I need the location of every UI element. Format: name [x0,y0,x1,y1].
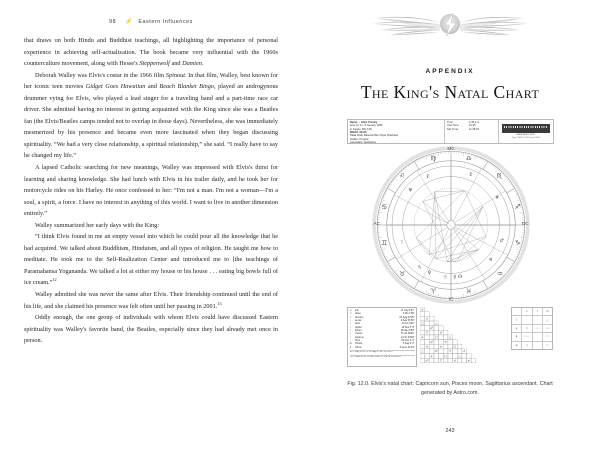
element-table-cell: ○ ○ [545,335,550,339]
astrodienst-logo-icon [502,124,550,133]
aspect-symbol: ⚹ [440,344,442,349]
planet-n: Chiron [354,345,362,349]
page-title: The King's Natal Chart [360,82,540,102]
planet-n: Mars [354,322,360,326]
footnote-ref: 12 [52,277,57,283]
chart-sidtime-label: Sid. Time: [447,127,459,131]
planet-p: 13 Lib 4'01" [401,322,415,326]
planet-g: ☉ [349,309,352,312]
planet-n: Neptune [354,335,364,339]
planet-g: ⚷ [349,345,352,349]
text-run: and [169,60,183,68]
body-paragraph [24,312,278,347]
zodiac-glyph: ♊ [380,238,387,247]
element-table-cell: □ [522,325,532,332]
zodiac-glyph: ♒ [496,269,503,278]
planet-n: Uranus [354,332,363,336]
element-table-cell: □ [546,343,549,347]
planet-g: ♄ [349,329,352,333]
body-paragraph [24,220,278,232]
chart-angles-row: AC 1 Sag 52'24" IC 14 Sag 57' MC 24 Vir 57' [350,350,415,354]
aspect-symbol: ☌ [439,330,442,335]
element-table-header-cell: c [522,308,532,315]
element-table-header-cell [512,308,522,315]
running-head-folio: 98 [109,19,117,25]
element-table-row [512,341,552,349]
aspect-symbol: □ [444,353,447,358]
chart-header-times [445,120,499,143]
body-paragraph [24,70,278,162]
chart-ascendant-line: Ascendant: Sagittarius [350,140,376,143]
body-paragraph [24,289,278,312]
zodiac-glyph: ♑ [514,238,521,247]
planet-glyph: ⚷ [425,174,429,180]
chart-header-strip [347,119,554,144]
chart-born-line: born on Tu., 8 January 1935 [350,124,383,128]
aspect-symbol: △ [435,321,438,326]
element-table-cell: ○ ○ ○ [522,333,532,340]
aspect-symbol: △ [458,353,461,358]
element-table-cell [533,316,543,323]
planet-g: ☊ [349,342,352,346]
planet-n: Mercury [354,315,364,319]
planet-p: 27 Ari 29'01" [400,332,415,336]
planet-n: Venus [354,319,362,323]
planet-glyph: ♅ [407,188,412,194]
element-table-row [512,324,552,332]
planet-p: 25 Can 5' 4" [401,339,415,343]
zodiac-glyph: ♏ [496,172,503,181]
aspect-symbol: ☌ [453,358,456,363]
element-table-cell: △ [546,318,549,322]
planet-p: 9 Aqu 51'50" [400,319,415,323]
running-head [24,18,278,25]
aspect-symbol: ⚹ [467,358,470,363]
chart-place-line: in Tupelo, MS (US) [350,127,372,131]
lightning-bolt-icon: ⚡ [124,19,134,25]
text-run: Walley summarized her early days with the King: [35,221,159,229]
mc-label: MC [446,147,455,153]
planet-n: Pluto [354,339,361,343]
element-table-cell: ○ ○ [533,325,543,332]
chart-coords-line: 88w43, 34n15 [350,131,367,135]
chart-header-logo [499,120,553,143]
planet-glyph: ♆ [494,195,499,201]
aspect-symbol: ☍ [425,358,429,363]
planet-n: Jupiter [354,325,362,329]
element-table-header [512,308,552,315]
chart-sheet [334,119,566,371]
planet-g: ☽ [349,312,352,316]
aspect-symbol: ⚻ [449,349,452,354]
text-run: Deborah Walley was Elvis's costar in the 1966 film [35,71,166,79]
planet-p: 5 Pis 1'35" [403,312,415,316]
italic-title: Damien [182,60,202,68]
aspect-symbol: ☌ [421,307,424,312]
chart-time-value: 4:35 a.m. [469,121,480,125]
planet-g: ☿ [349,315,352,319]
aspect-symbol: ⚻ [439,358,442,363]
text-run: and [145,83,160,91]
chart-data-tables [347,307,554,367]
planet-glyph: ♄ [417,265,422,271]
zodiac-glyph: ♓ [465,287,472,296]
page-folio: 243 [445,428,455,434]
asc-label: AC [372,222,380,227]
element-table-header-cell: f [533,308,543,315]
planet-glyph: ♇ [468,173,473,179]
planet-g: ♇ [349,339,352,343]
planet-glyph: ♃ [487,258,493,264]
planet-p: 18 Sco 3' 9" [401,325,415,329]
planet-p: 22 Sag 12'25" [399,315,415,319]
body-paragraph [24,162,278,220]
aspect-symbol: □ [434,335,438,340]
element-table-cell [533,333,543,340]
element-modality-table [511,307,553,350]
planet-n: Saturn [354,329,362,333]
chart-zodiac-line: Zodiac: Tropical [350,137,369,141]
aspect-symbol: ⚹ [426,316,428,321]
chart-type-line: Natal Chart Rational Rem Style (Placidus) [350,134,399,138]
text-run: . [201,60,204,68]
element-table-cell: a [512,333,522,340]
chart-univtime-label: Univ.Time: [447,124,460,128]
text-run: “I think Elvis found in me an empty vessel into which he could pour all the knowledge that he had acquired. We talked about Buddhism, Hinduism, and all types of religion. He taught me how to meditate. He took me to the Self-Realization Center and introduced me to [the teachings of Paramahansa Yogananda. We talked a lot at either my house or his house . . . eating big bowls full of ice cream.” [24,233,278,287]
text-run: that draws on both Hindu and Buddhist teachings, all highlighting the importance of personal experience in achieving self-actualization. The book became very influential with the 1960s counterculture movement, along with Hesse's [24,37,278,68]
italic-title: Steppenwolf [139,60,170,68]
planet-glyph: ☿ [452,275,456,281]
planet-p: 14 Vir 20'00" [400,335,415,339]
zodiac-glyph: ♉ [398,269,405,278]
element-table-cell: w [512,342,522,349]
planet-glyph: ♀ [427,271,431,277]
text-run: . In that film, Walley, best known for her iconic teen movies [24,71,278,91]
element-table-row [512,315,552,323]
text-run: Oddly enough, the one group of individuals with whom Elvis could have discussed Eastern spirituality was Walley's favorite band, the Beatles, especially since they had already met once in person. [24,314,278,345]
chart-univtime-value: 10:35 [469,124,476,128]
planet-n: Sun [354,309,359,312]
running-head-title: Eastern Influences [138,19,193,25]
planet-g: ♅ [349,332,352,336]
italic-title: Gidget Goes Hawaiian [85,83,146,91]
aspect-symbol: ⚻ [444,339,447,344]
body-paragraph [24,35,278,70]
planet-p: 17 Cap 1'57" [400,309,415,312]
aspect-symbol: □ [420,321,424,326]
aspect-symbol: △ [421,349,424,354]
zodiac-glyph: ♌ [398,172,405,181]
element-table-cell: e [512,325,522,332]
planet-glyph: ☊ [457,274,462,280]
footnote-ref: 13 [217,300,222,306]
planet-g: ♀ [349,319,352,323]
body-paragraph [24,231,278,289]
aspect-symbol: △ [449,335,452,340]
element-table-cell: □ [522,342,532,349]
natal-chart-wheel [347,146,554,304]
chart-name-line: Name: ♂ Elvis Presley [350,121,378,125]
chart-header-subject [348,120,445,143]
aspect-symbol: ⚻ [425,330,428,335]
zodiac-glyph: ♍ [429,154,436,163]
chart-time-label: Time: [447,121,454,125]
logo-footer: Type: 2208 Vs/3 13 June 2020 [511,137,540,140]
aspect-symbol: ☌ [425,344,428,349]
planet-position-table [347,307,417,367]
aspect-symbol: ⚹ [421,335,424,340]
element-table-cell [533,342,543,349]
appendix-label: APPENDIX [425,68,475,75]
element-table-cell: f [512,316,522,323]
chart-sidtime-value: 11:48:34 [469,127,479,131]
text-run: A lapsed Catholic searching for new meanings, Walley was impressed with Elvis's thirst for learning and sharing knowledge. She had lunch with Elvis in his trailer daily, and he took her for motorcycle rides on his Harley. He once confessed to her: “I'm not a man. I'm not a woman—I'm a soul, a spirit, a force. I have no interest in anything of this world. I want to live in another dimension entirely.” [24,164,278,218]
planet-g: ♆ [349,335,352,339]
aspect-symbol: ☍ [434,349,438,354]
dc-label: DC [521,222,529,227]
body-text-column [24,35,278,347]
element-table-cell [522,316,532,323]
figure-caption: Fig. 12.0. Elvis's natal chart: Capricorn sun, Pisces moon, Sagittarius ascendant. Chart generated by Astro.com. [347,381,553,396]
planet-g: ♂ [349,322,352,326]
zodiac-glyph: ♐ [514,203,521,212]
zodiac-glyph: ♈ [429,287,436,296]
element-table-header-cell: m [546,310,549,314]
element-table-cell: □ [546,326,549,330]
planet-p: 5 Sag 4' 2" [402,342,415,346]
planet-p: 5 Gem 41'44" [399,345,415,349]
planet-g: ♃ [349,325,352,329]
right-page [300,0,600,450]
aspect-symbol: ☍ [430,339,434,344]
natal-chart-figure [334,119,566,397]
planet-glyph: ☽ [398,240,403,246]
zodiac-glyph: ♋ [380,203,387,212]
zodiac-glyph: ♎ [465,154,472,163]
planet-n: T.Node [354,342,363,346]
winged-lightning-bolt-icon [365,10,535,44]
aspect-symbol: ☍ [430,325,434,330]
planet-glyph: ♂ [498,238,504,244]
logo-subtitle: www.astro.com [516,133,535,136]
planet-glyph: ☉ [442,275,448,281]
planet-row [350,346,415,349]
chart-sidtime-row [447,128,496,131]
planet-p: 28 Aqu 6'53" [400,329,415,333]
chart-angles-row: DC 1 Gem 52'24" 11 Sco 14'48'' 12 Lib 14' 10 Sco 12' [350,355,415,359]
ic-label: IC [448,297,453,303]
italic-title: Spinout [165,71,185,79]
text-run: Walley admitted she was never the same after Elvis. Their friendship continued until the end of his life, and she claimed his presence was felt often until her passing in 2001. [24,291,278,310]
italic-title: Beach Blanket Bingo [159,83,215,91]
aspect-symbol: ☌ [463,349,466,354]
aspect-symbol: ⚹ [430,353,433,358]
planet-n: Moon [354,312,361,316]
aspect-grid [420,307,508,367]
element-table-row [512,332,552,340]
text-run: , played an androgynous drummer vying for Elvis, who played a lead singer for a traveling band and a part-time race car driver. She admitted having no interest in getting acquainted with the King since she was a Beatles fan (the Elvis/Beatles camps tended not to overlap in those days). Nevertheless, she was immediately mesmerized by his presence and became even more fascinated when they began discussing spirituality. “We had a very close relationship, a spiritual relationship,” she said. “I really have to say he changed my life.” [24,83,279,160]
aspect-symbol: □ [453,344,457,349]
